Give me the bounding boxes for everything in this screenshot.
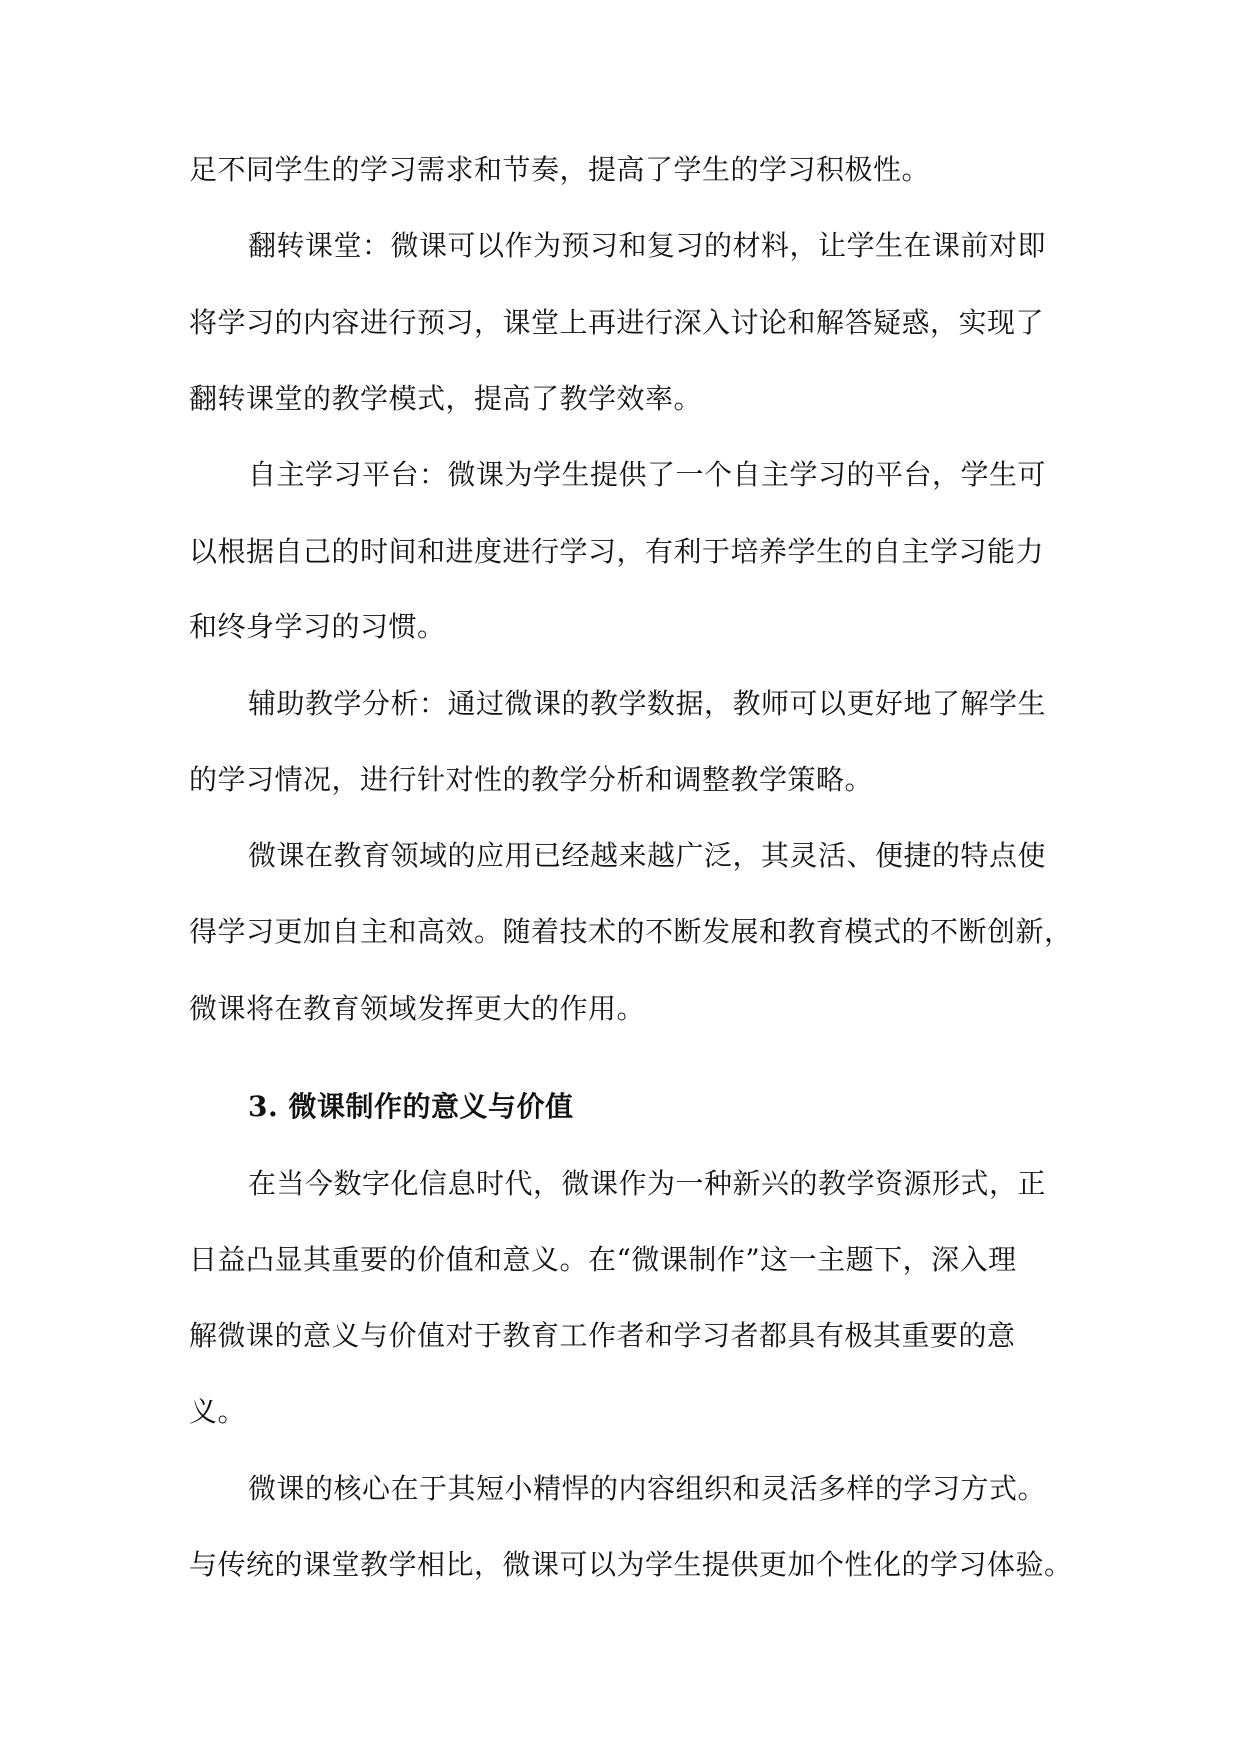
paragraph-line: 解微课的意义与价值对于教育工作者和学习者都具有极其重要的意 xyxy=(189,1319,1016,1352)
paragraph-line: 和终身学习的习惯。 xyxy=(189,610,446,643)
paragraph-line: 以根据自己的时间和进度进行学习，有利于培养学生的自主学习能力 xyxy=(189,535,1045,568)
paragraph-line: 翻转课堂：微课可以作为预习和复习的材料，让学生在课前对即 xyxy=(248,229,1047,262)
paragraph-line: 微课在教育领域的应用已经越来越广泛，其灵活、便捷的特点使 xyxy=(248,839,1047,872)
paragraph-line: 日益凸显其重要的价值和意义。在“微课制作”这一主题下，深入理 xyxy=(189,1243,1017,1276)
paragraph-line: 微课将在教育领域发挥更大的作用。 xyxy=(189,992,646,1025)
paragraph-line: 自主学习平台：微课为学生提供了一个自主学习的平台，学生可 xyxy=(248,458,1047,491)
paragraph-line: 与传统的课堂教学相比，微课可以为学生提供更加个性化的学习体验。 xyxy=(189,1548,1073,1581)
paragraph-line: 微课的核心在于其短小精悍的内容组织和灵活多样的学习方式。 xyxy=(248,1472,1047,1505)
paragraph-line: 义。 xyxy=(189,1395,247,1428)
paragraph-line: 得学习更加自主和高效。随着技术的不断发展和教育模式的不断创新， xyxy=(189,915,1073,948)
section-heading: 3. 微课制作的意义与价值 xyxy=(248,1090,574,1123)
paragraph-line: 辅助教学分析：通过微课的教学数据，教师可以更好地了解学生 xyxy=(248,687,1047,720)
paragraph-line: 的学习情况，进行针对性的教学分析和调整教学策略。 xyxy=(189,763,874,796)
paragraph-line: 足不同学生的学习需求和节奏，提高了学生的学习积极性。 xyxy=(189,153,931,186)
paragraph-line: 在当今数字化信息时代，微课作为一种新兴的教学资源形式，正 xyxy=(248,1167,1047,1200)
paragraph-line: 将学习的内容进行预习，课堂上再进行深入讨论和解答疑惑，实现了 xyxy=(189,306,1045,339)
paragraph-line: 翻转课堂的教学模式，提高了教学效率。 xyxy=(189,382,703,415)
